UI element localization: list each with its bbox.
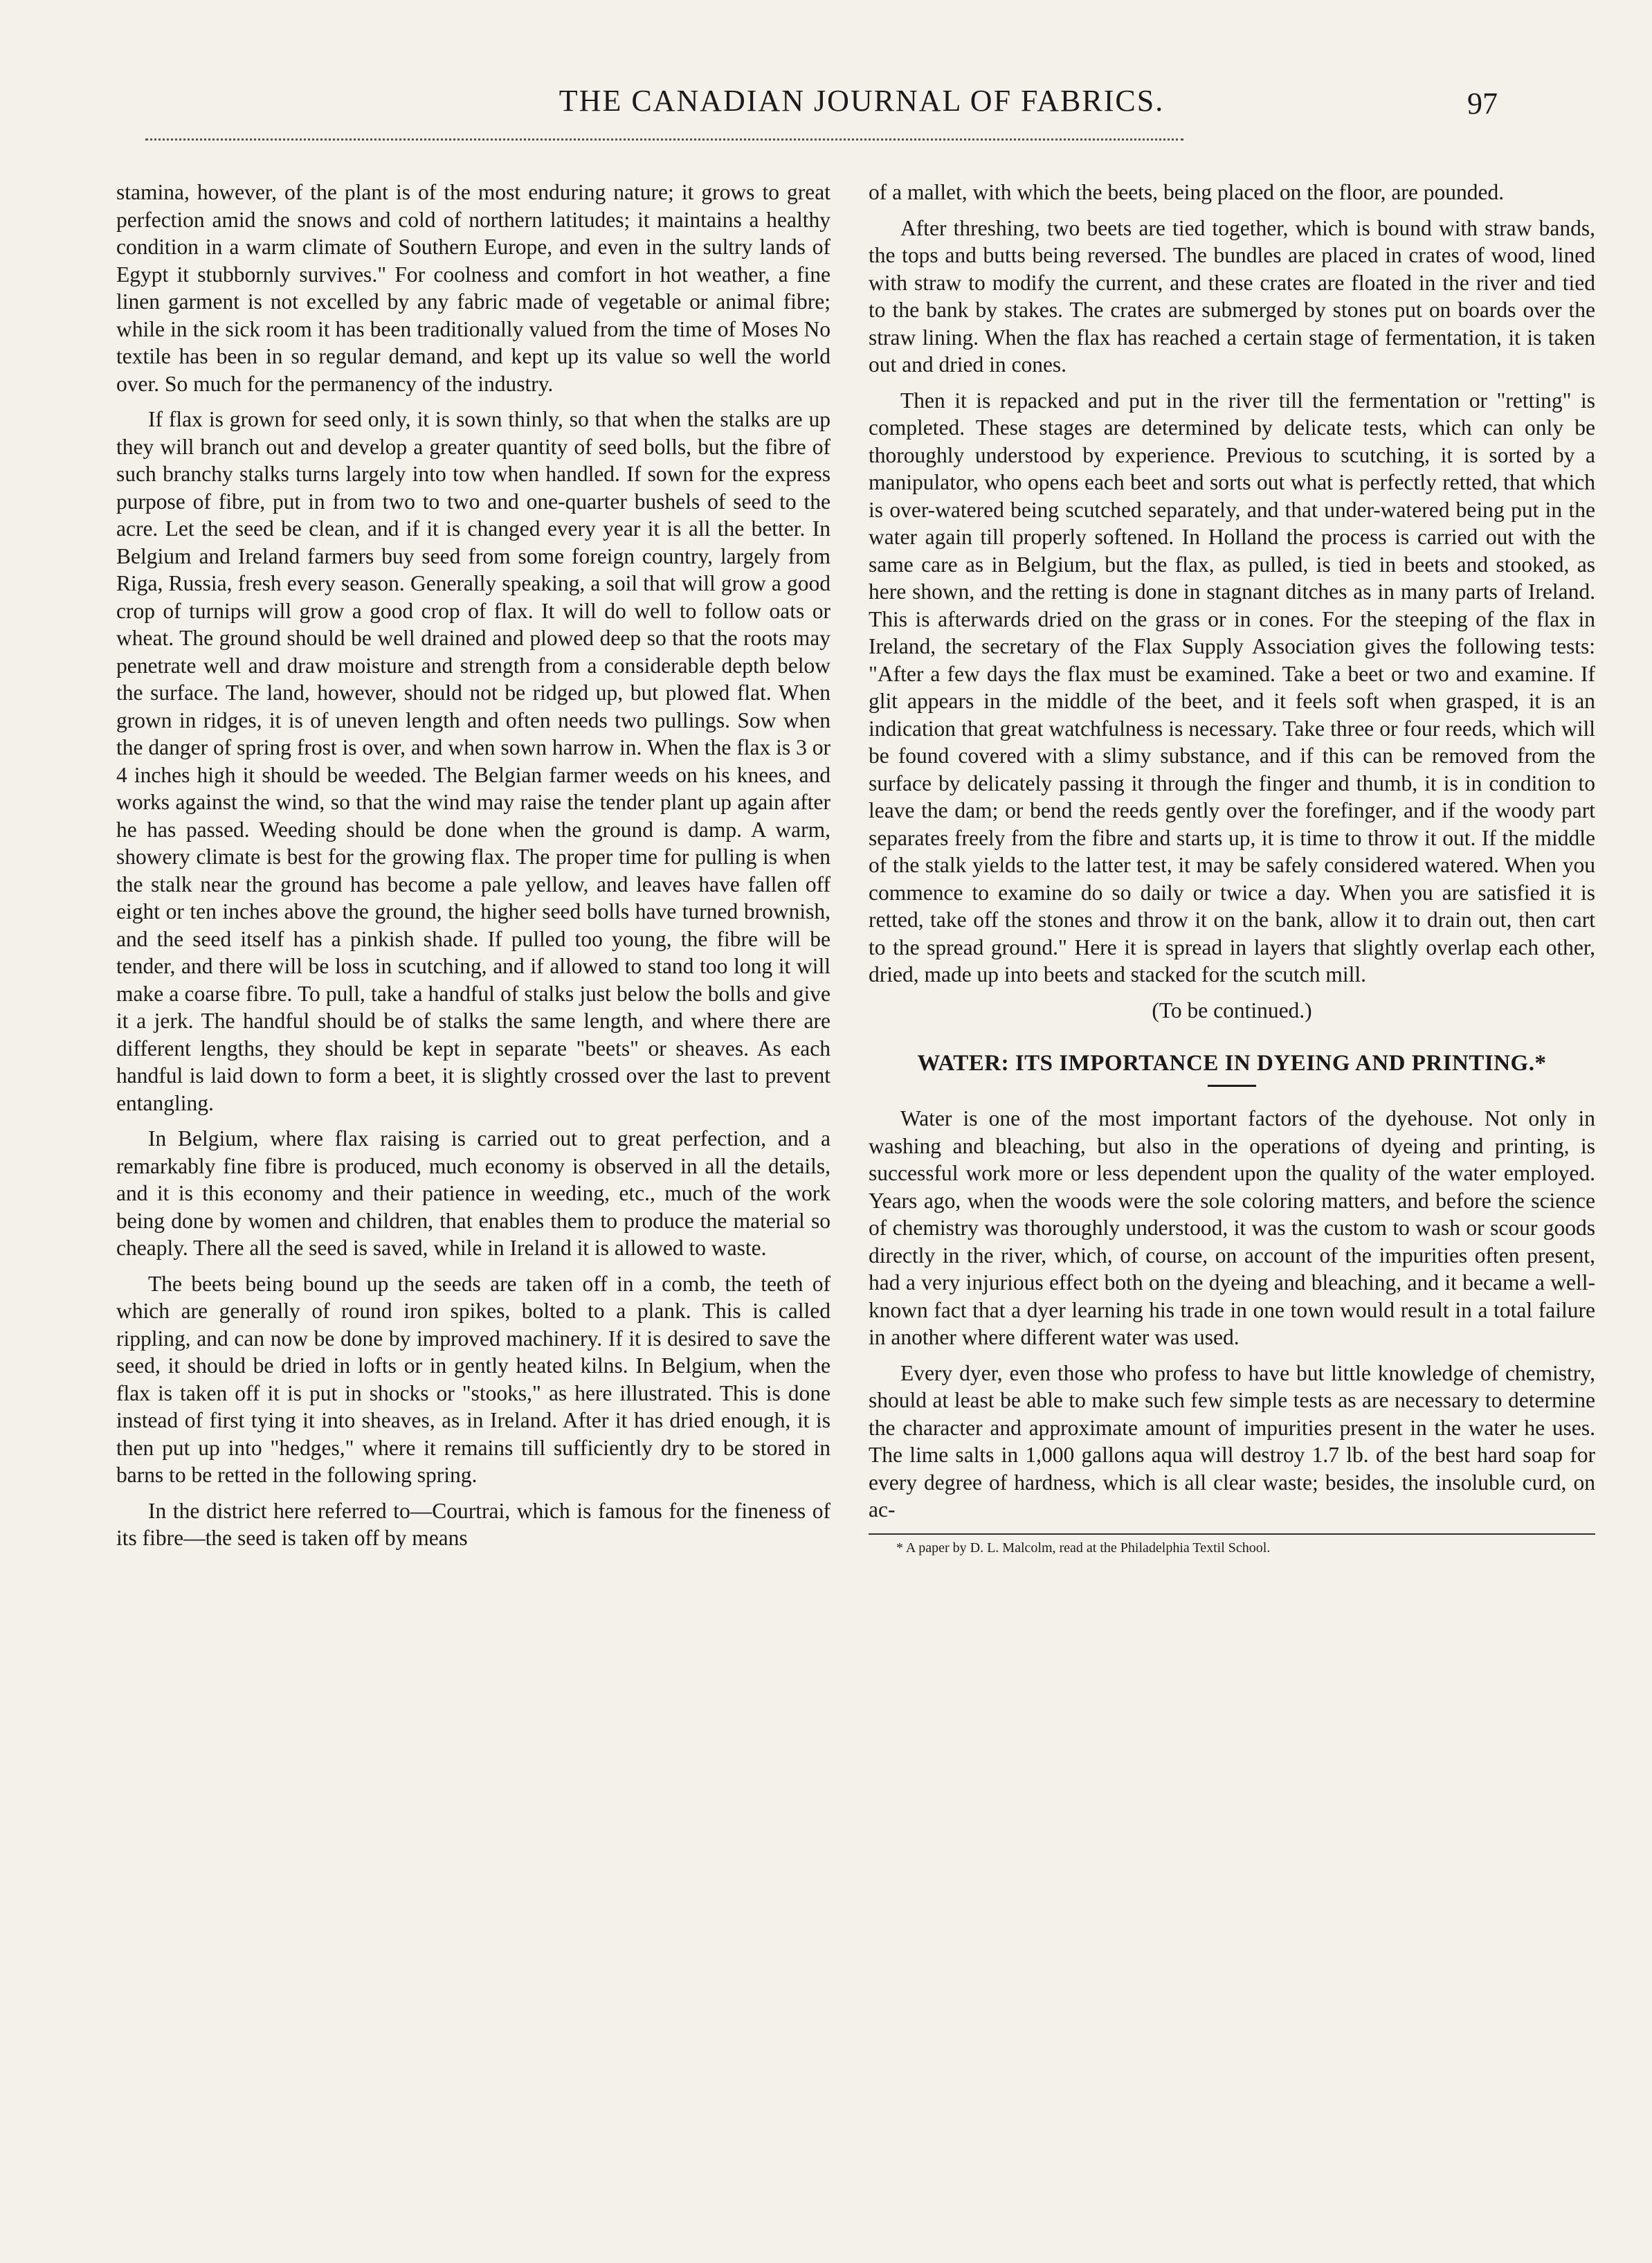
footnote-rule bbox=[869, 1533, 1595, 1535]
continued-note: (To be continued.) bbox=[1152, 998, 1312, 1022]
left-column bbox=[116, 179, 830, 1560]
heading-rule bbox=[1208, 1085, 1256, 1087]
paragraph: The beets being bound up the seeds are taken off in a comb, the teeth of which are generally of round iron spikes, bolted to a plank. This is called rippling, and can now be done by improved machinery. If it is desired to save the seed, it should be dried in lofts or in gently heated kilns. In Belgium, when the flax is taken off it is put in shocks or "stooks," as here illustrated. This is done instead of first tying it into sheaves, as in Ireland. After it has dried enough, it is then put up into "hedges," where it remains till sufficiently dry to be stored in barns to be retted in the following spring. bbox=[116, 1271, 830, 1487]
paragraph: of a mallet, with which the beets, being placed on the floor, are pounded. bbox=[869, 180, 1505, 204]
paragraph: Water is one of the most important factors of the dyehouse. Not only in washing and bleaching, but also in the operations of dyeing and printing, is successful work more or less dependent upon the quality of the water employed. Years ago, when the woods were the sole coloring matters, and before the science of chemistry was thoroughly understood, it was the custom to wash or scour goods directly in the river, which, of course, on account of the impurities often present, had a very injurious effect both on the dyeing and bleaching, and it became a well-known fact that a dyer learning his trade in one town would result in a total failure in another where different water was used. bbox=[869, 1106, 1595, 1349]
paragraph: In Belgium, where flax raising is carried out to great perfection, and a remarkably fine fibre is produced, much economy is observed in all the details, and it is this economy and their patience in weeding, etc., much of the work being done by women and children, that enables them to produce the material so cheaply. There all the seed is saved, while in Ireland it is allowed to waste. bbox=[116, 1126, 830, 1260]
header-rule bbox=[145, 138, 1183, 141]
paragraph: After threshing, two beets are tied together, which is bound with straw bands, the tops and butts being reversed. The bundles are placed in crates of wood, lined with straw to modify the current, and these crates are floated in the river and tied to the bank by stakes. The crates are submerged by stones put on boards over the straw lining. When the flax has reached a certain stage of fermentation, it is taken out and dried in cones. bbox=[869, 215, 1595, 377]
paragraph: Then it is repacked and put in the river till the fermentation or "retting" is completed. These stages are determined by delicate tests, which can only be thoroughly understood by experience. Previous to scutching, it is sorted by a manipulator, who opens each beet and sorts out what is perfectly retted, that which is over-watered being scutched separately, and that under-watered being put in the water again till properly softened. In Holland the process is carried out with the same care as in Belgium, but the flax, as pulled, is tied in beets and stooked, as here shown, and the retting is done in stagnant ditches as in many parts of Ireland. This is afterwards dried on the grass or in cones. For the steeping of the flax in Ireland, the secretary of the Flax Supply Association gives the following tests: "After a few days the flax must be examined. Take a beet or two and examine. If glit appears in the middle of the beet, and it feels soft when grasped, it is an indication that great watchfulness is necessary. Take three or four reeds, which will be found covered with a slimy substance, and if this can be removed from the surface by delicately passing it through the finger and thumb, it is in condition to leave the dam; or bend the reeds gently over the forefinger, and if the woody part separates freely from the fibre and starts up, it is time to throw it out. If the middle of the stalk yields to the latter test, it may be safely considered watered. When you commence to examine do so daily or twice a day. When you are satisfied it is retted, take off the stones and throw it on the bank, allow it to drain out, then cart to the spread ground." Here it is spread in layers that slightly overlap each other, dried, made up into beets and stacked for the scutch mill. bbox=[869, 388, 1595, 986]
article-heading: WATER: ITS IMPORTANCE IN DYEING AND PRINTING.* bbox=[917, 1051, 1547, 1076]
page-header bbox=[0, 83, 1652, 138]
page-number: 97 bbox=[1467, 87, 1498, 120]
paragraph: stamina, however, of the plant is of the most enduring nature; it grows to great perfection amid the snows and cold of northern latitudes; it maintains a healthy condition in a warm climate of Southern Europe, and even in the sultry lands of Egypt it stubbornly survives." For coolness and comfort in hot weather, a fine linen garment is not excelled by any fabric made of vegetable or animal fibre; while in the sick room it has been traditionally valued from the time of Moses No textile has been in so regular demand, and kept up its value so well the world over. So much for the permanency of the industry. bbox=[116, 180, 830, 396]
paragraph: Every dyer, even those who profess to have but little knowledge of chemistry, should at least be able to make such few simple tests as are necessary to determine the character and approximate amount of impurities present in the water he uses. The lime salts in 1,000 gallons aqua will destroy 1.7 lb. of the best hard soap for every degree of hardness, which is all clear waste; besides, the insoluble curd, on ac- bbox=[869, 1360, 1595, 1522]
right-column bbox=[869, 179, 1595, 1557]
footnote: * A paper by D. L. Malcolm, read at the Philadelphia Textil School. bbox=[896, 1540, 1271, 1556]
paragraph: If flax is grown for seed only, it is sown thinly, so that when the stalks are up they will branch out and develop a greater quantity of seed bolls, but the fibre of such branchy stalks turns largely into tow when handled. If sown for the express purpose of fibre, put in from two to two and one-quarter bushels of seed to the acre. Let the seed be clean, and if it is changed every year it is all the better. In Belgium and Ireland farmers buy seed from some foreign country, largely from Riga, Russia, fresh every season. Generally speaking, a soil that will grow a good crop of turnips will grow a good crop of flax. It will do well to follow oats or wheat. The ground should be well drained and plowed deep so that the roots may penetrate well and draw moisture and strength from a considerable depth below the surface. The land, however, should not be ridged up, but plowed flat. When grown in ridges, it is of uneven length and often needs two pullings. Sow when the danger of spring frost is over, and when sown harrow in. When the flax is 3 or 4 inches high it should be weeded. The Belgian farmer weeds on his knees, and works against the wind, so that the wind may raise the tender plant up again after he has passed. Weeding should be done when the ground is damp. A warm, showery climate is best for the growing flax. The proper time for pulling is when the stalk near the ground has become a pale yellow, and leaves have fallen off eight or ten inches above the ground, the higher seed bolls have turned brownish, and the seed itself has a pinkish shade. If pulled too young, the fibre will be tender, and there will be loss in scutching, and if allowed to stand too long it will make a coarse fibre. To pull, take a handful of stalks just below the bolls and give it a jerk. The handful should be of stalks the same length, and where there are different lengths, they should be kept in separate "beets" or sheaves. As each handful is laid down to form a beet, it is slightly crossed over the last to prevent entangling. bbox=[116, 407, 830, 1115]
paragraph: In the district here referred to—Courtrai, which is famous for the fineness of its fibre—the seed is taken off by means bbox=[116, 1498, 830, 1550]
running-title: THE CANADIAN JOURNAL OF FABRICS. bbox=[559, 84, 1165, 118]
